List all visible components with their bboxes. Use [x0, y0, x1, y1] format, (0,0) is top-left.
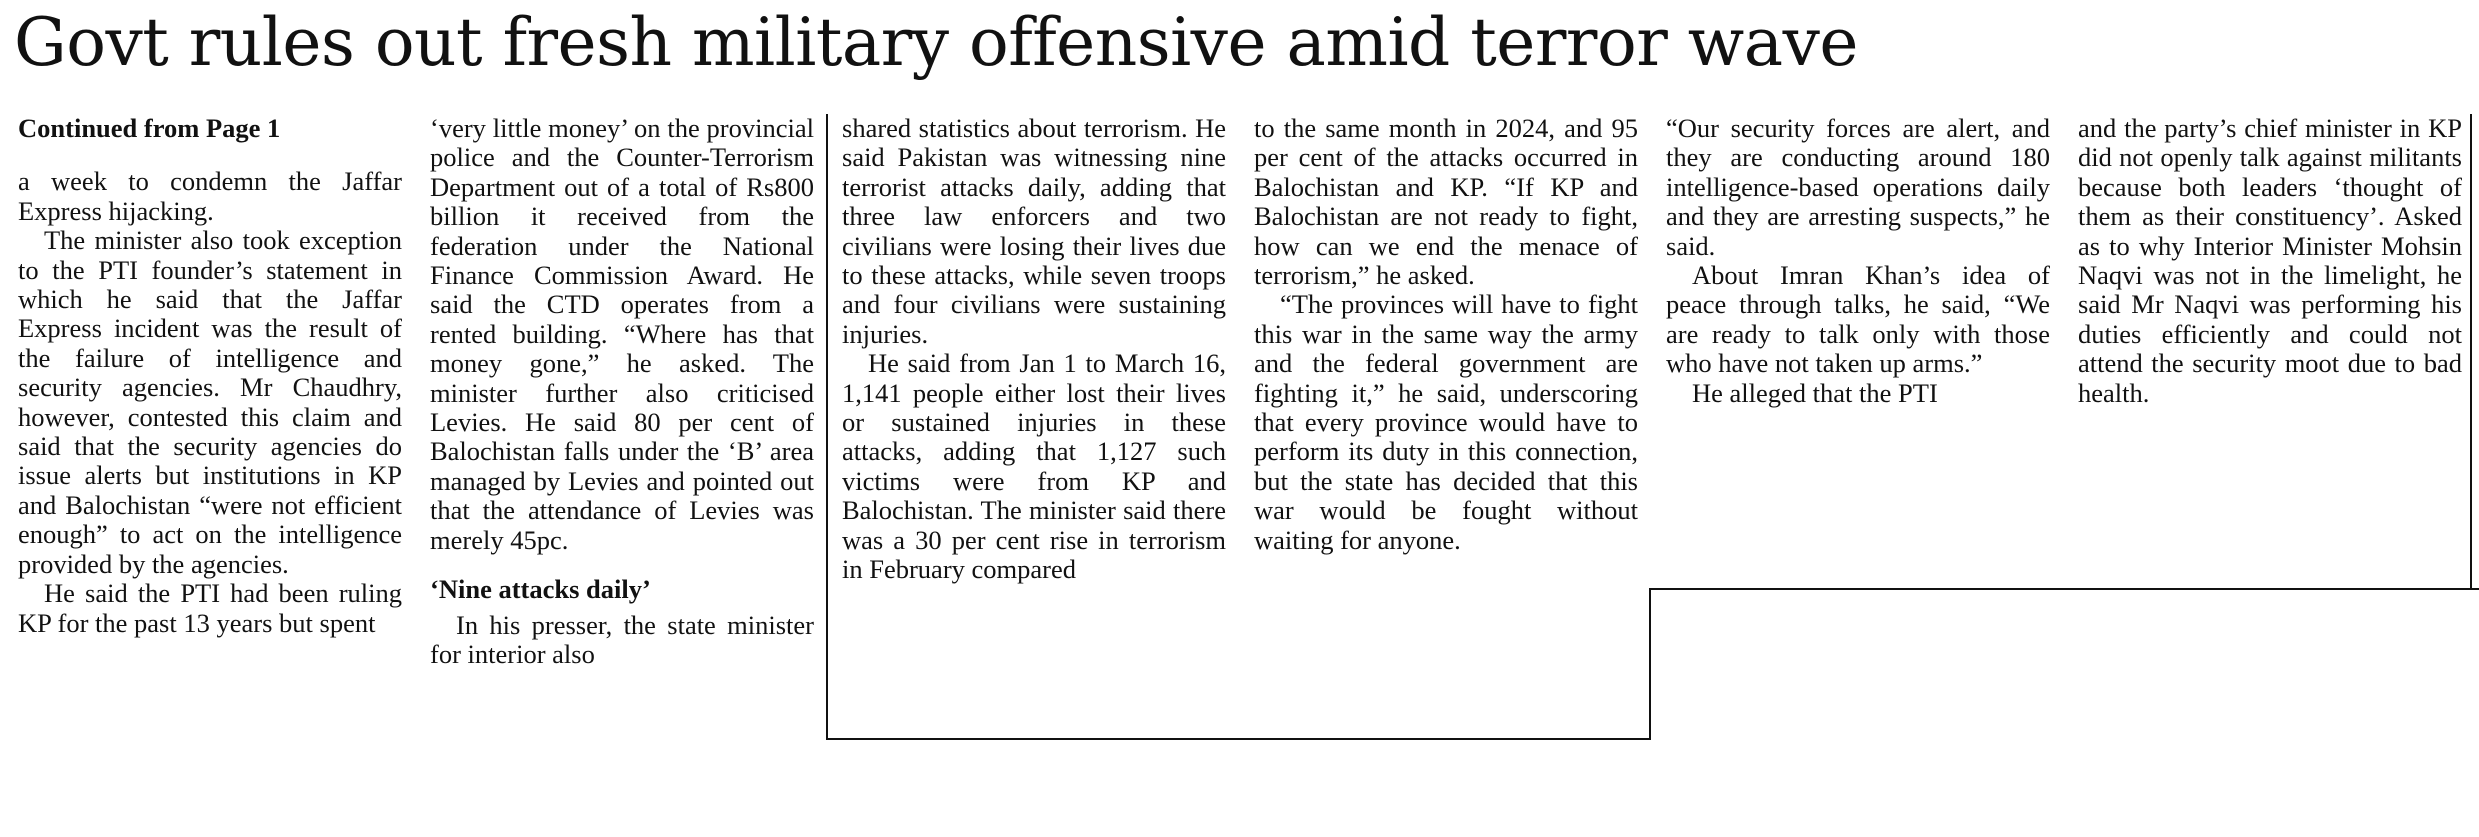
paragraph: a week to condemn the Jaffar Express hijacking. [18, 166, 402, 226]
border-rule-bottom-step1 [826, 738, 1651, 740]
paragraph: He alleged that the PTI [1692, 377, 1938, 408]
article-column-2 [430, 114, 814, 669]
article-column-3 [842, 114, 1226, 585]
paragraph: shared statistics about terrorism. He said Pakistan was witnessing nine terrorist attacks daily, adding that three law enforcers and two civilians were losing their lives due to these attacks, while seven troops and four civilians were sustaining injuries. [842, 113, 1226, 349]
paragraph: and the party’s chief minister in KP did not openly talk against militants because both leaders ‘thought of them as their constituency’. Asked as to why Interior Minister Mohsin Naqvi was not in the limelight, he said Mr Naqvi was performing his duties efficiently and could not attend the security moot due to bad health. [2078, 113, 2462, 408]
paragraph: He said the PTI had been ruling KP for the past 13 years but spent [18, 578, 402, 638]
article-column-6 [2078, 114, 2462, 408]
headline: Govt rules out fresh military offensive amid terror wave [14, 4, 1858, 81]
paragraph: The minister also took exception to the PTI founder’s statement in which he said that the Jaffar Express incident was the result of the failure of intelligence and security agencies. Mr Chaudhry, however, contested this claim and said that the security agencies do issue alerts but institutions in KP and Balochistan “were not efficient enough” to act on the intelligence provided by the agencies. [18, 225, 402, 579]
continued-label: Continued from Page 1 [18, 113, 281, 143]
paragraph: In his presser, the state minister for interior also [430, 609, 814, 669]
border-rule-left [826, 114, 828, 740]
paragraph: “Our security forces are alert, and they are conducting around 180 intelligence-based operations daily and they are arresting suspects,” he said. [1666, 113, 2050, 261]
paragraph: About Imran Khan’s idea of peace through talks, he said, “We are ready to talk only with those who have not taken up arms.” [1666, 260, 2050, 379]
article-column-1 [18, 114, 402, 638]
paragraph: ‘very little money’ on the provincial police and the Counter-Terrorism Department out of a total of Rs800 billion it received from the federation under the National Finance Commission Award. He said the CTD operates from a rented building. “Where has that money gone,” he asked. The minister further also criticised Levies. He said 80 per cent of Balochistan falls under the ‘B’ area managed by Levies and pointed out that the attendance of Levies was merely 45pc. [430, 113, 814, 555]
paragraph: He said from Jan 1 to March 16, 1,141 people either lost their lives or sustained injuries in these attacks, adding that 1,127 such victims were from KP and Balochistan. The minister said there was a 30 per cent rise in terrorism in February compared [842, 348, 1226, 585]
border-rule-right [2470, 114, 2472, 590]
article-column-5 [1666, 114, 2050, 408]
border-rule-vertical-step2 [1649, 588, 1651, 740]
article-column-4 [1254, 114, 1638, 555]
paragraph: to the same month in 2024, and 95 per cent of the attacks occurred in Balochistan and KP. “If KP and Balochistan are not ready to fight, how can we end the menace of terrorism,” he asked. [1254, 113, 1638, 291]
paragraph: “The provinces will have to fight this war in the same way the army and the federal government are fighting it,” he said, underscoring that every province would have to perform its duty in this connection, but the state has decided that this war would be fought without waiting for anyone. [1254, 289, 1638, 555]
border-rule-bottom-step2 [1649, 588, 2479, 590]
subheading: ‘Nine attacks daily’ [430, 574, 651, 605]
